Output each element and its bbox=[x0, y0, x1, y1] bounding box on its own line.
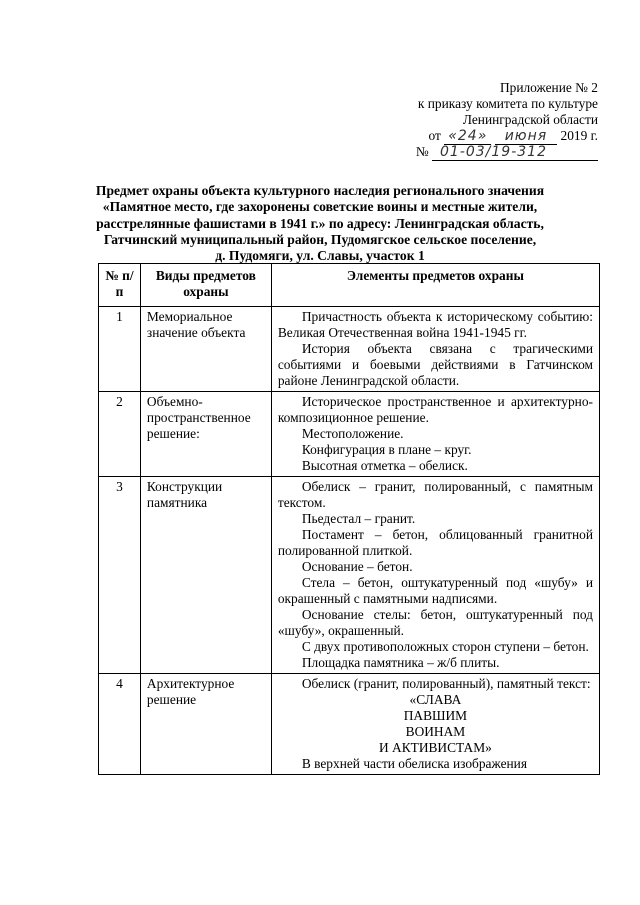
element-text: Историческое пространственное и архитектурно-композиционное решение. bbox=[277, 394, 593, 425]
document-title bbox=[70, 183, 570, 264]
row-kind: Конструкции памятника bbox=[140, 477, 271, 674]
handwritten-month: июня bbox=[495, 128, 557, 145]
header-elements: Элементы предметов охраны bbox=[271, 264, 599, 307]
element-text: Постамент – бетон, облицованный гранитной полированной плиткой. bbox=[277, 527, 593, 558]
appendix-number-line bbox=[368, 144, 598, 161]
table-header-row bbox=[99, 264, 600, 307]
header-kind: Виды предметов охраны bbox=[140, 264, 271, 307]
row-kind: Мемориальное значение объекта bbox=[140, 307, 271, 392]
element-text: Основание стелы: бетон, оштукатуренный под «шубу», окрашенный. bbox=[277, 607, 593, 638]
row-elements bbox=[271, 307, 599, 392]
appendix-header bbox=[368, 80, 598, 161]
title-line: Гатчинский муниципальный район, Пудомягское сельское поселение, bbox=[103, 231, 537, 247]
protection-table bbox=[98, 263, 600, 775]
element-text: Высотная отметка – обелиск. bbox=[301, 458, 468, 473]
title-line: «Памятное место, где захоронены советские воины и местные жители, bbox=[102, 199, 538, 215]
row-number: 4 bbox=[99, 674, 141, 775]
row-number: 3 bbox=[99, 477, 141, 674]
title-line: д. Пудомяги, ул. Славы, участок 1 bbox=[215, 248, 425, 264]
row-kind: Архитектурное решение bbox=[140, 674, 271, 775]
row-elements bbox=[271, 477, 599, 674]
element-text: Площадка памятника – ж/б плиты. bbox=[301, 655, 500, 670]
element-text: История объекта связана с трагическими событиями и боевыми действиями в Гатчинском районе Ленинградской области. bbox=[277, 341, 593, 388]
table-row bbox=[99, 307, 600, 392]
appendix-line-3: Ленинградской области bbox=[462, 112, 598, 127]
title-line: Предмет охраны объекта культурного наследия регионального значения bbox=[95, 183, 545, 198]
row-number: 2 bbox=[99, 392, 141, 477]
element-text: Обелиск – гранит, полированный, с памятным текстом. bbox=[277, 479, 593, 510]
element-text: Местоположение. bbox=[301, 426, 404, 441]
element-text: Основание – бетон. bbox=[301, 559, 413, 574]
element-text: Причастность объекта к историческому событию: Великая Отечественная война 1941-1945 гг. bbox=[277, 309, 593, 340]
element-text: Обелиск (гранит, полированный), памятный текст: bbox=[301, 676, 591, 691]
element-text: В верхней части обелиска изображения bbox=[301, 756, 528, 771]
appendix-line-2: к приказу комитета по культуре bbox=[417, 96, 598, 111]
inscription-line: ВОИНАМ bbox=[405, 724, 466, 739]
inscription-line: ПАВШИМ bbox=[403, 708, 468, 723]
inscription-line: «СЛАВА bbox=[409, 692, 462, 707]
number-label: № bbox=[415, 144, 429, 159]
appendix-date-line bbox=[368, 128, 598, 144]
inscription-line: И АКТИВИСТАМ» bbox=[379, 740, 492, 755]
row-elements bbox=[271, 674, 599, 775]
handwritten-number: 01-03/19-312 bbox=[432, 144, 598, 161]
date-year: 2019 г. bbox=[560, 128, 598, 143]
handwritten-day: «24» bbox=[444, 128, 491, 145]
appendix-line-1: Приложение № 2 bbox=[499, 80, 598, 95]
row-kind: Объемно-пространственное решение: bbox=[140, 392, 271, 477]
element-text: Пьедестал – гранит. bbox=[301, 511, 416, 526]
row-number: 1 bbox=[99, 307, 141, 392]
title-line: расстрелянные фашистами в 1941 г.» по адресу: Ленинградская область, bbox=[96, 215, 544, 231]
element-text: С двух противоположных сторон ступени – бетон. bbox=[301, 639, 589, 654]
date-from-label: от bbox=[428, 128, 441, 143]
element-text: Стела – бетон, оштукатуренный под «шубу» и окрашенный с памятными надписями. bbox=[277, 575, 593, 606]
row-elements bbox=[271, 392, 599, 477]
element-text: Конфигурация в плане – круг. bbox=[301, 442, 472, 457]
table-row bbox=[99, 477, 600, 674]
table-row bbox=[99, 674, 600, 775]
header-number: № п/п bbox=[99, 264, 141, 307]
table-row bbox=[99, 392, 600, 477]
